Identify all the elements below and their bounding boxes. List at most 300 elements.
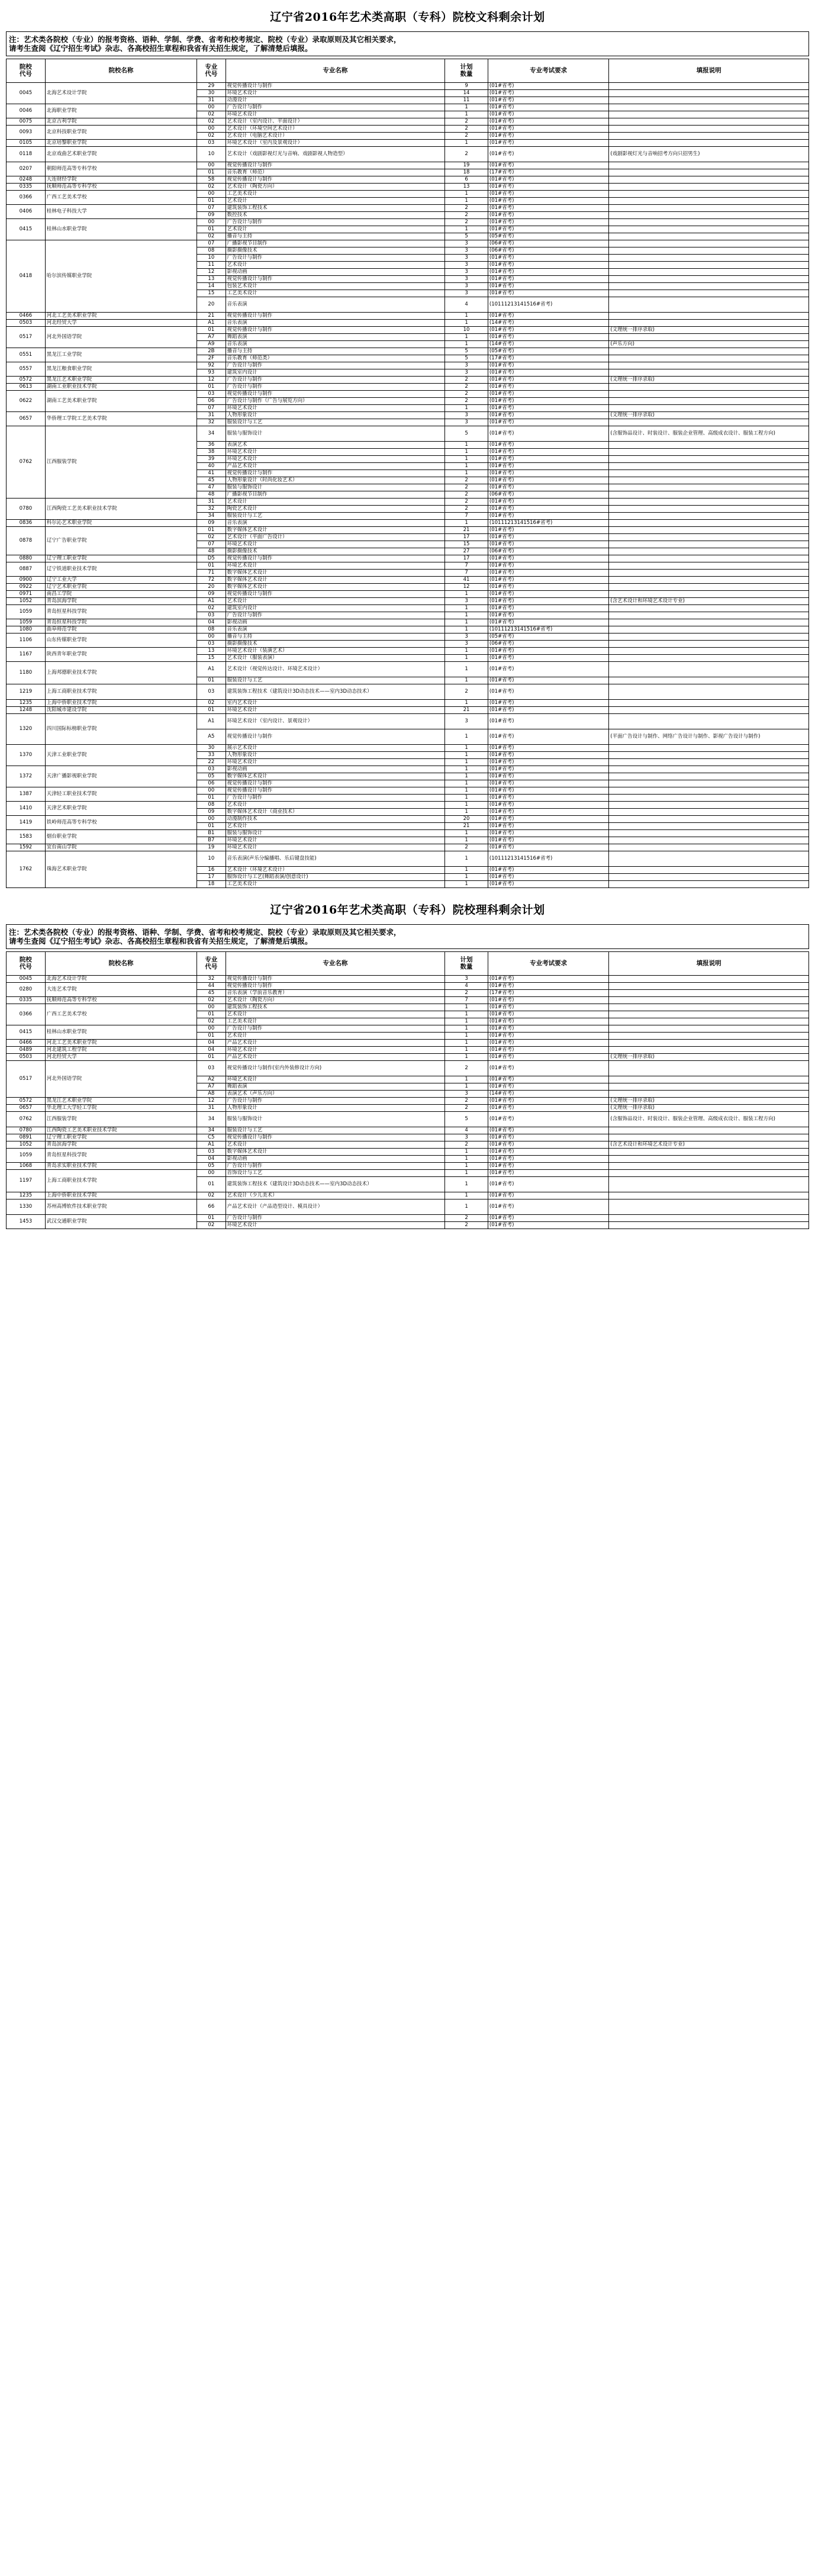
major-name-cell: 数字媒体艺术设计（商业技术） (226, 809, 445, 816)
table-row (7, 1163, 809, 1170)
major-code-cell: 00 (197, 162, 226, 169)
remark-cell (609, 133, 809, 140)
exam-requirement-cell: (01#省考) (488, 759, 608, 766)
quantity-cell: 1 (445, 874, 488, 881)
major-name-cell: 数控技术 (226, 212, 445, 219)
col-school-name (45, 952, 196, 976)
major-code-cell: 07 (197, 205, 226, 212)
school-name-cell: 黑龙江艺术职业学院 (45, 377, 196, 384)
quantity-cell: 1 (445, 1033, 488, 1040)
school-name-cell: 烟台职业学院 (45, 830, 196, 844)
major-code-cell: 00 (197, 1025, 226, 1033)
exam-requirement-cell: (01#省考) (488, 555, 608, 562)
major-name-cell: 广告设计与制作 (226, 1025, 445, 1033)
major-code-cell: 38 (197, 449, 226, 456)
major-code-cell: 29 (197, 83, 226, 90)
exam-requirement-cell: (01#省考) (488, 1215, 608, 1222)
table-row (7, 118, 809, 126)
major-name-cell: 视觉传播设计与制作 (226, 591, 445, 598)
major-code-cell: 09 (197, 520, 226, 527)
quantity-cell: 1 (445, 1004, 488, 1011)
major-code-cell: A8 (197, 1091, 226, 1098)
major-name-cell: 广告设计与制作 (226, 1098, 445, 1105)
exam-requirement-cell: (01#省考) (488, 290, 608, 297)
major-code-cell: 03 (197, 140, 226, 147)
major-name-cell: 艺术设计 (226, 262, 445, 269)
major-code-cell: 03 (197, 641, 226, 648)
remark-cell (609, 555, 809, 562)
remark-cell (609, 534, 809, 541)
major-name-cell: 舞蹈表演 (226, 334, 445, 341)
major-code-cell: A1 (197, 598, 226, 605)
table-row (7, 766, 809, 773)
school-name-cell: 河北经贸大学 (45, 320, 196, 327)
school-code-cell: 0466 (7, 313, 46, 320)
remark-cell (609, 255, 809, 262)
school-code-cell: 1320 (7, 714, 46, 745)
exam-requirement-cell: (01#省考) (488, 1199, 608, 1215)
quantity-cell: 3 (445, 362, 488, 369)
major-name-cell: 艺术设计 (226, 598, 445, 605)
remark-cell (609, 1199, 809, 1215)
remark-cell (609, 773, 809, 780)
school-code-cell: 0093 (7, 126, 46, 140)
major-name-cell: 视觉传播设计与制作 (226, 327, 445, 334)
major-code-cell: 02 (197, 605, 226, 612)
exam-requirement-cell: (01#省考) (488, 1061, 608, 1076)
major-name-cell: 广告设计与制作 (226, 219, 445, 226)
col-major-name (226, 59, 445, 83)
school-name-cell: 青岛求实职业技术学院 (45, 1163, 196, 1170)
major-code-cell: 02 (197, 184, 226, 191)
major-code-cell: 33 (197, 752, 226, 759)
remark-cell (609, 513, 809, 520)
major-code-cell: 08 (197, 247, 226, 255)
exam-requirement-cell: (01#省考) (488, 534, 608, 541)
table-header-row (7, 59, 809, 83)
remark-cell (609, 700, 809, 707)
quantity-cell: 1 (445, 809, 488, 816)
major-name-cell: 广告设计与制作 (226, 1163, 445, 1170)
table-row (7, 1054, 809, 1061)
major-name-cell: 环境艺术设计 (226, 562, 445, 570)
school-code-cell: 1059 (7, 1149, 46, 1163)
column-header-label: 计划 数量 (460, 63, 473, 78)
remark-cell (609, 759, 809, 766)
major-code-cell: 00 (197, 219, 226, 226)
major-code-cell: 05 (197, 773, 226, 780)
quantity-cell: 1 (445, 662, 488, 677)
school-code-cell: 0248 (7, 176, 46, 184)
major-name-cell: 艺术设计 (226, 226, 445, 233)
quantity-cell: 1 (445, 341, 488, 348)
quantity-cell: 1 (445, 773, 488, 780)
column-header-label: 专业考试要求 (530, 959, 568, 967)
major-code-cell: 06 (197, 398, 226, 405)
school-name-cell: 珠海艺术职业学院 (45, 851, 196, 888)
quantity-cell: 2 (445, 126, 488, 133)
major-name-cell: 艺术设计（环境空间艺术设计） (226, 126, 445, 133)
major-name-cell: 音乐教育（师范类） (226, 355, 445, 362)
exam-requirement-cell: (01#省考) (488, 255, 608, 262)
major-code-cell: 39 (197, 456, 226, 463)
school-code-cell: 1068 (7, 1163, 46, 1170)
major-code-cell: 02 (197, 997, 226, 1004)
quantity-cell: 1 (445, 405, 488, 412)
school-name-cell: 华北理工大学轻工学院 (45, 1105, 196, 1112)
major-code-cell: 09 (197, 212, 226, 219)
exam-requirement-cell: (01#省考) (488, 369, 608, 377)
exam-requirement-cell: (01#省考) (488, 795, 608, 802)
major-code-cell: 12 (197, 377, 226, 384)
table-row (7, 997, 809, 1004)
remark-cell: (文理统一排序录取) (609, 412, 809, 419)
table-row (7, 219, 809, 226)
school-name-cell: 铁岭师范高等专科学校 (45, 816, 196, 830)
major-name-cell: 摄影摄像技术 (226, 247, 445, 255)
exam-requirement-cell: (01#省考) (488, 983, 608, 990)
school-code-cell: 1235 (7, 1192, 46, 1199)
table-row (7, 520, 809, 527)
quantity-cell: 17 (445, 534, 488, 541)
remark-cell (609, 1222, 809, 1229)
major-name-cell: 服装与服饰设计 (226, 830, 445, 837)
major-name-cell: 环境艺术设计 (226, 707, 445, 714)
quantity-cell: 1 (445, 619, 488, 626)
exam-requirement-cell: (01#省考) (488, 398, 608, 405)
quantity-cell: 3 (445, 369, 488, 377)
major-name-cell: 视觉传播设计与制作 (226, 787, 445, 795)
table-row (7, 555, 809, 562)
exam-requirement-cell: (01#省考) (488, 499, 608, 506)
major-code-cell: 12 (197, 1098, 226, 1105)
major-name-cell: 视觉传播设计与制作 (226, 276, 445, 283)
major-name-cell: 艺术设计（平面广告设计） (226, 534, 445, 541)
major-name-cell: 表演艺术（声乐方向） (226, 1091, 445, 1098)
major-code-cell: 05 (197, 1163, 226, 1170)
table-row (7, 377, 809, 384)
exam-requirement-cell: (01#省考) (488, 276, 608, 283)
major-name-cell: 环境艺术设计 (226, 844, 445, 851)
remark-cell (609, 787, 809, 795)
remark-cell (609, 714, 809, 729)
school-code-cell: 0517 (7, 1061, 46, 1098)
quantity-cell: 1 (445, 198, 488, 205)
remark-cell (609, 205, 809, 212)
major-code-cell: 16 (197, 867, 226, 874)
major-code-cell: 02 (197, 1222, 226, 1229)
exam-requirement-cell: (01#省考) (488, 874, 608, 881)
school-name-cell: 上海邦德职业技术学院 (45, 662, 196, 684)
major-name-cell: 艺术设计 (226, 499, 445, 506)
school-name-cell: 曲阜师范学院 (45, 626, 196, 633)
school-code-cell: 0657 (7, 1105, 46, 1112)
remark-cell (609, 766, 809, 773)
major-code-cell: 01 (197, 527, 226, 534)
remark-cell (609, 233, 809, 240)
major-name-cell: 播音与主持 (226, 233, 445, 240)
school-name-cell: 辽宁艺术职业学院 (45, 584, 196, 591)
remark-cell (609, 169, 809, 176)
quantity-cell: 1 (445, 1025, 488, 1033)
quantity-cell: 1 (445, 1040, 488, 1047)
quantity-cell: 14 (445, 90, 488, 97)
remark-cell: (含服饰品设计、时装设计、服装企业管理、高级成衣设计、服装工程方向) (609, 1112, 809, 1127)
quantity-cell: 2 (445, 1105, 488, 1112)
major-code-cell: 2B (197, 348, 226, 355)
school-code-cell: 0466 (7, 1040, 46, 1047)
col-quantity (445, 952, 488, 976)
quantity-cell: 2 (445, 133, 488, 140)
quantity-cell: 15 (445, 541, 488, 548)
quantity-cell: 3 (445, 976, 488, 983)
major-name-cell: 音乐教育（师范） (226, 169, 445, 176)
remark-cell (609, 391, 809, 398)
table-row (7, 851, 809, 867)
remark-cell (609, 851, 809, 867)
major-name-cell: 陶瓷艺术设计 (226, 506, 445, 513)
exam-requirement-cell: (01#省考) (488, 377, 608, 384)
major-name-cell: 建筑装饰工程技术（建筑设计3D动态技术——室内3D动态技术） (226, 1177, 445, 1192)
major-name-cell: 数字媒体艺术设计 (226, 570, 445, 577)
exam-requirement-cell: (01#省考) (488, 391, 608, 398)
table-row (7, 844, 809, 851)
major-name-cell: 广告设计与制作 (226, 384, 445, 391)
plan-table (6, 59, 809, 888)
remark-cell (609, 823, 809, 830)
school-name-cell: 河北外国语学院 (45, 1061, 196, 1098)
note-line: 请考生查阅《辽宁招生考试》杂志、各高校招生章程和我省有关招生规定，了解清楚后填报。 (9, 937, 313, 946)
exam-requirement-cell: (17#省考) (488, 355, 608, 362)
major-code-cell: A1 (197, 714, 226, 729)
exam-requirement-cell: (01#省考) (488, 1177, 608, 1192)
major-name-cell: 舞蹈表演 (226, 1083, 445, 1091)
plan-section (6, 888, 809, 1229)
school-code-cell: 0613 (7, 384, 46, 391)
quantity-cell: 3 (445, 283, 488, 290)
quantity-cell: 6 (445, 176, 488, 184)
school-code-cell: 1372 (7, 766, 46, 787)
major-code-cell: 01 (197, 327, 226, 334)
school-name-cell: 湖南工业职业技术学院 (45, 384, 196, 391)
remark-cell (609, 405, 809, 412)
major-name-cell: 服装与服饰设计 (226, 426, 445, 442)
table-row (7, 1192, 809, 1199)
major-name-cell: 艺术设计（环境艺术设计） (226, 867, 445, 874)
exam-requirement-cell: (01#省考) (488, 118, 608, 126)
major-code-cell: A2 (197, 1076, 226, 1083)
major-name-cell: 包装艺术设计 (226, 283, 445, 290)
major-code-cell: 03 (197, 391, 226, 398)
major-name-cell: 服装与服饰设计 (226, 484, 445, 491)
major-name-cell: 环境艺术设计 (226, 1222, 445, 1229)
remark-cell (609, 83, 809, 90)
exam-requirement-cell: (01#省考) (488, 1076, 608, 1083)
exam-requirement-cell: (01#省考) (488, 470, 608, 477)
major-code-cell: 00 (197, 104, 226, 111)
school-name-cell: 沈阳城市建设学院 (45, 707, 196, 714)
remark-cell (609, 104, 809, 111)
exam-requirement-cell: (01#省考) (488, 449, 608, 456)
remark-cell: (声乐方向) (609, 341, 809, 348)
remark-cell (609, 648, 809, 655)
table-row (7, 1004, 809, 1011)
table-row (7, 140, 809, 147)
quantity-cell: 1 (445, 1170, 488, 1177)
remark-cell (609, 449, 809, 456)
major-code-cell: 93 (197, 369, 226, 377)
table-row (7, 83, 809, 90)
major-name-cell: 服装设计与工艺 (226, 1127, 445, 1134)
exam-requirement-cell: (01#省考) (488, 219, 608, 226)
school-name-cell: 河北外国语学院 (45, 327, 196, 348)
remark-cell (609, 276, 809, 283)
exam-requirement-cell: (10111213141516#省考) (488, 297, 608, 313)
remark-cell (609, 297, 809, 313)
exam-requirement-cell: (01#省考) (488, 1105, 608, 1112)
major-name-cell: 数字媒体艺术设计 (226, 1149, 445, 1156)
column-header-label: 专业 代号 (205, 63, 218, 78)
major-name-cell: 艺术设计 (226, 823, 445, 830)
quantity-cell: 1 (445, 111, 488, 118)
remark-cell (609, 983, 809, 990)
school-name-cell: 大连财经学院 (45, 176, 196, 184)
remark-cell (609, 247, 809, 255)
exam-requirement-cell: (01#省考) (488, 1222, 608, 1229)
quantity-cell: 3 (445, 412, 488, 419)
major-name-cell: 艺术设计（服装表演） (226, 655, 445, 662)
exam-requirement-cell: (05#省考) (488, 633, 608, 641)
school-name-cell: 黑龙江艺术职业学院 (45, 1098, 196, 1105)
major-code-cell: 04 (197, 1156, 226, 1163)
school-name-cell: 抚顺师范高等专科学校 (45, 997, 196, 1004)
major-code-cell: 34 (197, 1127, 226, 1134)
major-name-cell: 服装设计与工艺 (226, 513, 445, 520)
remark-cell (609, 191, 809, 198)
table-row (7, 830, 809, 837)
school-code-cell: 0105 (7, 140, 46, 147)
major-code-cell: 15 (197, 655, 226, 662)
exam-requirement-cell: (10111213141516#省考) (488, 626, 608, 633)
major-code-cell: 03 (197, 1061, 226, 1076)
major-name-cell: 服装设计与工艺 (226, 419, 445, 426)
col-remark (609, 59, 809, 83)
major-code-cell: 08 (197, 626, 226, 633)
exam-requirement-cell: (01#省考) (488, 830, 608, 837)
col-school-code (7, 952, 46, 976)
table-header-row (7, 952, 809, 976)
exam-requirement-cell: (01#省考) (488, 442, 608, 449)
remark-cell (609, 1134, 809, 1141)
school-name-cell: 天津艺术职业学院 (45, 802, 196, 816)
major-code-cell: 01 (197, 226, 226, 233)
quantity-cell: 3 (445, 290, 488, 297)
major-code-cell: 34 (197, 1112, 226, 1127)
exam-requirement-cell: (01#省考) (488, 700, 608, 707)
major-name-cell: 影视动画 (226, 1156, 445, 1163)
school-name-cell: 北海职业学院 (45, 104, 196, 118)
major-name-cell: 播音与主持 (226, 633, 445, 641)
exam-requirement-cell: (01#省考) (488, 707, 608, 714)
column-header-label: 专业考试要求 (530, 66, 568, 74)
remark-cell (609, 1076, 809, 1083)
table-row (7, 802, 809, 809)
table-row (7, 648, 809, 655)
remark-cell (609, 1163, 809, 1170)
quantity-cell: 1 (445, 802, 488, 809)
major-name-cell: 广告设计与制作 (226, 377, 445, 384)
major-code-cell: 12 (197, 269, 226, 276)
remark-cell (609, 269, 809, 276)
major-name-cell: 人物形象设计（时尚化妆艺术） (226, 477, 445, 484)
exam-requirement-cell: (01#省考) (488, 1156, 608, 1163)
major-name-cell: 广告设计与制作 (226, 362, 445, 369)
school-name-cell: 河北建筑工程学院 (45, 1047, 196, 1054)
school-code-cell: 0045 (7, 976, 46, 983)
table-row (7, 1141, 809, 1149)
school-name-cell: 江西陶瓷工艺美术职业技术学院 (45, 1127, 196, 1134)
table-row (7, 626, 809, 633)
remark-cell (609, 384, 809, 391)
exam-requirement-cell: (01#省考) (488, 1083, 608, 1091)
major-name-cell: 视觉传播设计与制作 (226, 976, 445, 983)
remark-cell (609, 830, 809, 837)
table-row (7, 787, 809, 795)
major-name-cell: 音乐表演 (226, 297, 445, 313)
school-code-cell: 0075 (7, 118, 46, 126)
major-code-cell: A9 (197, 341, 226, 348)
exam-requirement-cell: (01#省考) (488, 648, 608, 655)
remark-cell (609, 997, 809, 1004)
major-name-cell: 播音与主持 (226, 348, 445, 355)
remark-cell (609, 795, 809, 802)
table-row (7, 348, 809, 355)
table-row (7, 184, 809, 191)
column-header-label: 专业名称 (323, 959, 348, 967)
major-name-cell: 音乐表演（学前音乐教育） (226, 990, 445, 997)
major-code-cell: 01 (197, 198, 226, 205)
remark-cell (609, 1040, 809, 1047)
major-name-cell: 环境艺术设计 (226, 837, 445, 844)
remark-cell (609, 226, 809, 233)
major-code-cell: 00 (197, 191, 226, 198)
plan-table (6, 951, 809, 1229)
exam-requirement-cell: (01#省考) (488, 1018, 608, 1025)
remark-cell (609, 976, 809, 983)
quantity-cell: 21 (445, 707, 488, 714)
school-code-cell: 1059 (7, 605, 46, 619)
quantity-cell: 1 (445, 700, 488, 707)
major-name-cell: 建筑室内设计 (226, 369, 445, 377)
school-code-cell: 1052 (7, 1141, 46, 1149)
school-name-cell: 北海艺术设计学院 (45, 83, 196, 104)
major-code-cell: 13 (197, 648, 226, 655)
exam-requirement-cell: (01#省考) (488, 612, 608, 619)
quantity-cell: 5 (445, 1112, 488, 1127)
exam-requirement-cell: (05#省考) (488, 348, 608, 355)
remark-cell (609, 707, 809, 714)
major-code-cell: C5 (197, 1134, 226, 1141)
exam-requirement-cell: (01#省考) (488, 1170, 608, 1177)
major-code-cell: 00 (197, 816, 226, 823)
table-row (7, 619, 809, 626)
major-name-cell: 视觉传播设计与制作 (226, 313, 445, 320)
remark-cell (609, 570, 809, 577)
major-code-cell: 34 (197, 513, 226, 520)
exam-requirement-cell: (01#省考) (488, 426, 608, 442)
table-row (7, 591, 809, 598)
remark-cell (609, 677, 809, 684)
